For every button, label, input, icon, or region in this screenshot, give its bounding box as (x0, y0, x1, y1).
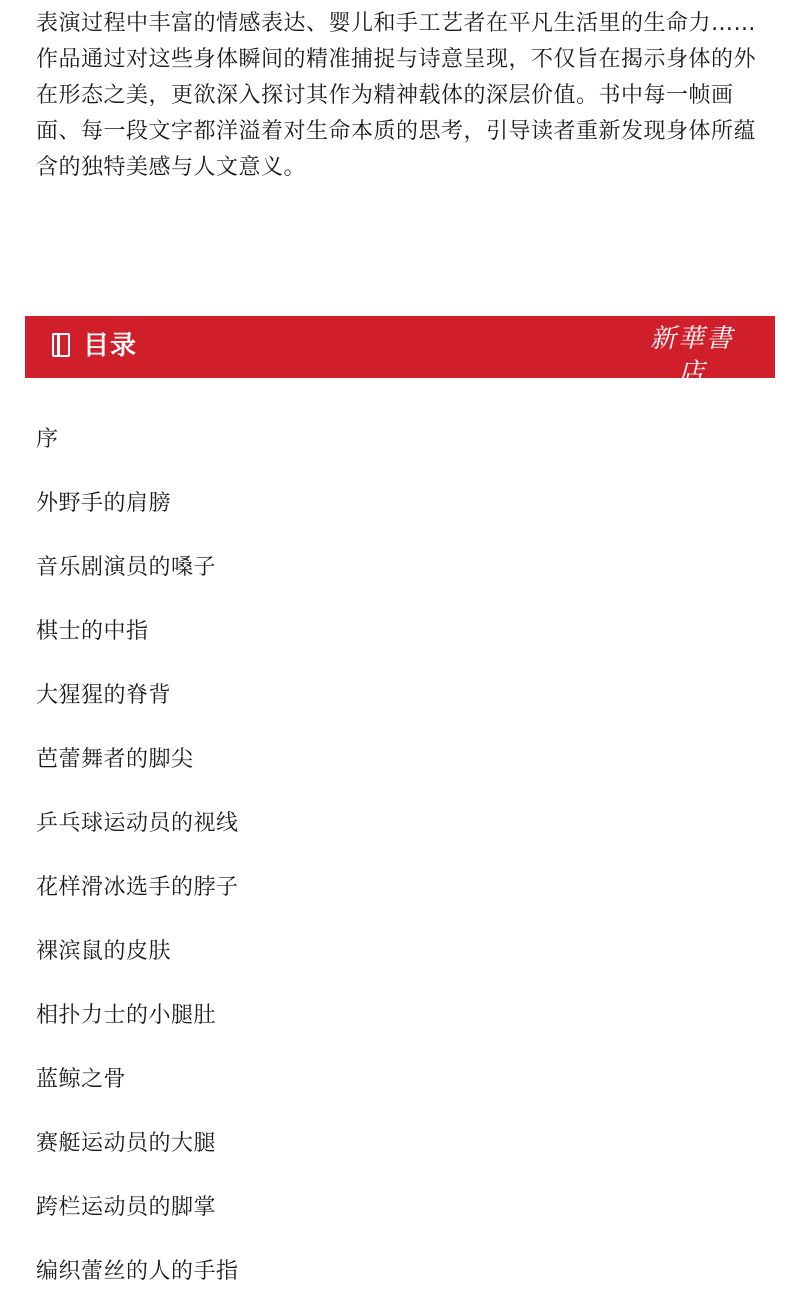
toc-item: 外野手的肩膀 (36, 491, 172, 516)
book-icon (52, 333, 70, 357)
toc-item: 花样滑冰选手的脖子 (36, 875, 239, 900)
toc-item: 编织蕾丝的人的手指 (36, 1259, 239, 1284)
toc-item: 芭蕾舞者的脚尖 (36, 747, 194, 772)
toc-header-banner (25, 316, 775, 398)
toc-item: 音乐剧演员的嗓子 (36, 555, 217, 580)
brand-name-cn: 新華書店 (649, 324, 734, 388)
toc-title: 目录 (83, 331, 138, 361)
toc-list (36, 408, 239, 1304)
toc-item: 乒乓球运动员的视线 (36, 811, 239, 836)
intro-paragraph: 表演过程中丰富的情感表达、婴儿和手工艺者在平凡生活里的生命力……作品通过对这些身体瞬间的精准捕捉与诗意呈现，不仅旨在揭示身体的外在形态之美，更欲深入探讨其作为精神载体的深层价值。书中每一帧画面、每一段文字都洋溢着对生命本质的思考，引导读者重新发现身体所蕴含的独特美感与人文意义。 (36, 11, 757, 180)
brand-name-en: XINHUA BOOKSTORE (640, 391, 744, 398)
toc-item: 裸滨鼠的皮肤 (36, 939, 172, 964)
toc-item: 序 (36, 427, 59, 452)
toc-item: 大猩猩的脊背 (36, 683, 172, 708)
toc-item: 跨栏运动员的脚掌 (36, 1195, 217, 1220)
toc-item: 蓝鲸之骨 (36, 1067, 127, 1092)
xinhua-bookstore-logo (637, 322, 747, 400)
toc-item: 棋士的中指 (36, 619, 149, 644)
toc-item: 赛艇运动员的大腿 (36, 1131, 217, 1156)
toc-item: 相扑力士的小腿肚 (36, 1003, 217, 1028)
